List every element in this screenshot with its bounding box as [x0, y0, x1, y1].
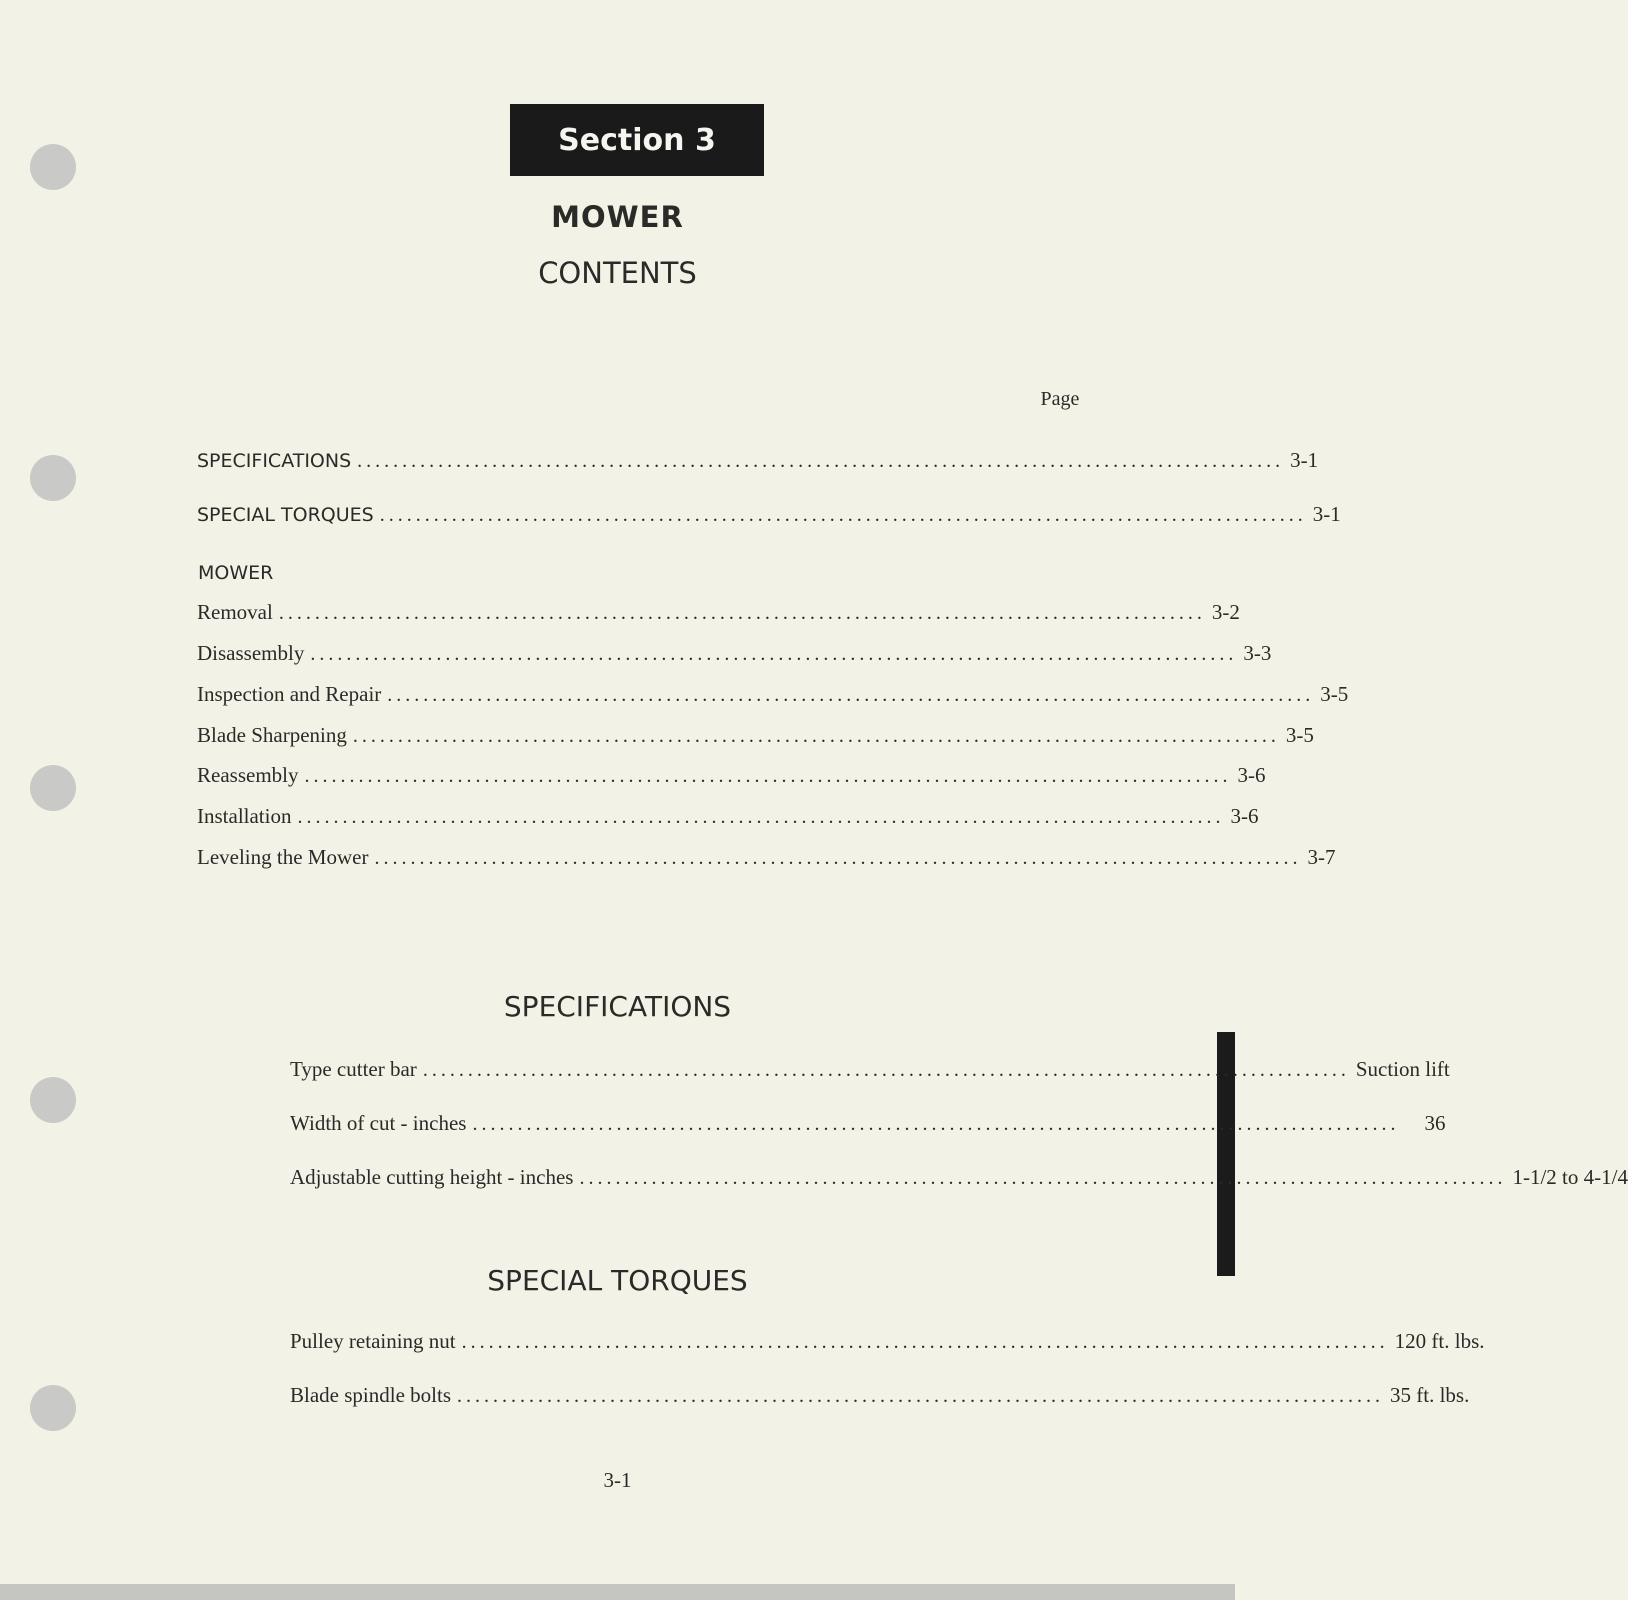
page-title: MOWER — [551, 200, 684, 234]
leader-dots: ....................................................................................................... — [579, 1167, 1507, 1189]
leader-dots: ....................................................................................................... — [387, 684, 1315, 706]
leader-dots: ....................................................................................................... — [374, 847, 1302, 869]
leader-dots: ....................................................................................................... — [304, 765, 1232, 787]
toc-entry-label: Reassembly — [197, 763, 299, 787]
leader-dots: ....................................................................................................... — [422, 1059, 1350, 1081]
toc-entry[interactable] — [197, 723, 1314, 748]
spec-value: Suction lift — [1355, 1057, 1450, 1081]
page-column-header: Page — [1040, 388, 1080, 410]
toc-entry-label: Inspection and Repair — [197, 682, 382, 706]
toc-entry-page: 3-5 — [1285, 723, 1314, 747]
toc-entry-page: 3-3 — [1243, 641, 1272, 665]
section-badge: Section 3 — [510, 104, 764, 176]
binder-hole — [30, 1385, 76, 1431]
toc-entry[interactable] — [197, 600, 1240, 625]
leader-dots: ....................................................................................................... — [461, 1331, 1389, 1353]
page-number: 3-1 — [603, 1468, 632, 1492]
toc-entry-label: Installation — [197, 804, 292, 828]
scan-bottom-edge — [0, 1584, 1235, 1600]
toc-subheading: MOWER — [198, 562, 274, 584]
leader-dots: ....................................................................................................... — [357, 450, 1285, 472]
spec-row — [290, 1165, 1628, 1190]
leader-dots: ....................................................................................................... — [352, 725, 1280, 747]
specifications-heading: SPECIFICATIONS — [503, 990, 732, 1023]
binder-hole — [30, 765, 76, 811]
spec-row — [290, 1057, 1450, 1082]
toc-entry[interactable] — [197, 763, 1266, 788]
torque-value: 120 ft. lbs. — [1394, 1329, 1485, 1353]
leader-dots: ....................................................................................................... — [297, 806, 1225, 828]
spec-label: Adjustable cutting height - inches — [290, 1165, 574, 1189]
toc-entry[interactable] — [197, 682, 1349, 707]
toc-entry-label: Removal — [197, 600, 273, 624]
toc-entry-label: SPECIFICATIONS — [197, 450, 352, 472]
toc-entry-label: SPECIAL TORQUES — [197, 504, 374, 526]
spec-label: Width of cut - inches — [290, 1111, 467, 1135]
toc-entry-label: Leveling the Mower — [197, 845, 369, 869]
binder-hole — [30, 455, 76, 501]
leader-dots: ....................................................................................................... — [278, 602, 1206, 624]
spec-value: 36 — [1424, 1111, 1446, 1135]
toc-entry-page: 3-2 — [1211, 600, 1240, 624]
leader-dots: ....................................................................................................... — [472, 1113, 1400, 1135]
torque-row — [290, 1329, 1485, 1354]
toc-entry-page: 3-1 — [1290, 448, 1319, 472]
spec-label: Type cutter bar — [290, 1057, 417, 1081]
toc-entry[interactable] — [197, 641, 1272, 666]
torque-value: 35 ft. lbs. — [1390, 1383, 1470, 1407]
toc-entry-page: 3-6 — [1230, 804, 1259, 828]
toc-entry-label: Blade Sharpening — [197, 723, 347, 747]
leader-dots: ....................................................................................................... — [310, 643, 1238, 665]
torque-label: Blade spindle bolts — [290, 1383, 451, 1407]
binder-hole — [30, 1077, 76, 1123]
spec-row — [290, 1111, 1446, 1136]
toc-entry[interactable] — [197, 804, 1259, 829]
binder-hole — [30, 144, 76, 190]
toc-entry[interactable] — [197, 502, 1341, 527]
toc-entry[interactable] — [197, 845, 1336, 870]
toc-entry-label: Disassembly — [197, 641, 305, 665]
spec-value: 1-1/2 to 4-1/4 — [1512, 1165, 1628, 1189]
leader-dots: ....................................................................................................... — [457, 1385, 1384, 1407]
toc-entry-page: 3-1 — [1312, 502, 1341, 526]
toc-entry[interactable] — [197, 448, 1319, 473]
leader-dots: ....................................................................................................... — [379, 504, 1307, 526]
torque-label: Pulley retaining nut — [290, 1329, 456, 1353]
special-torques-heading: SPECIAL TORQUES — [487, 1264, 748, 1297]
toc-entry-page: 3-6 — [1237, 763, 1266, 787]
torque-row — [290, 1383, 1470, 1408]
contents-heading: CONTENTS — [538, 256, 697, 290]
toc-entry-page: 3-5 — [1320, 682, 1349, 706]
toc-entry-page: 3-7 — [1307, 845, 1336, 869]
